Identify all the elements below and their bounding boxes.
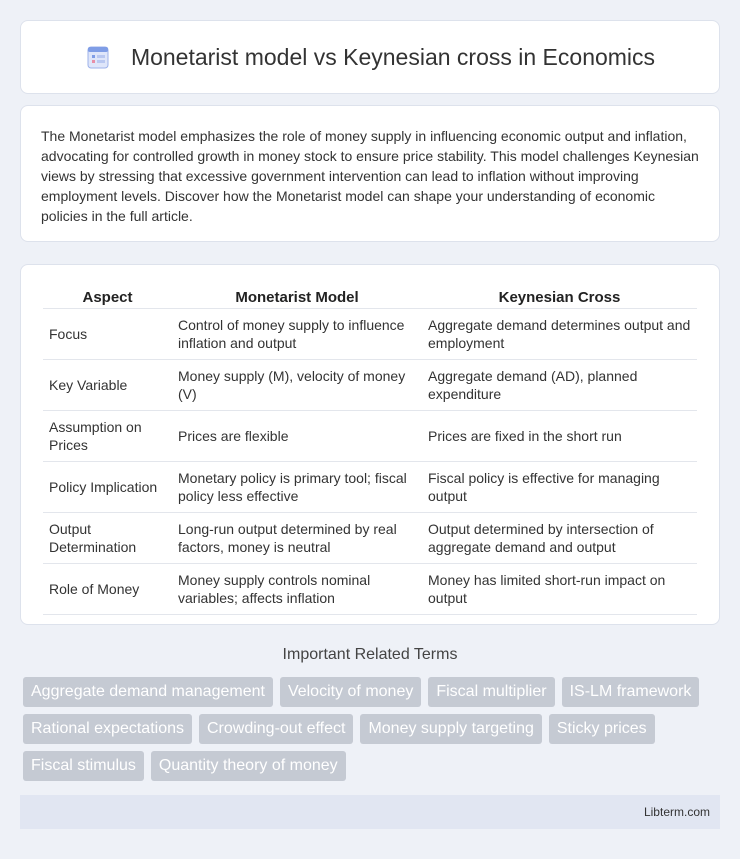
table-row	[43, 462, 697, 513]
cell-monetarist: Money supply controls nominal variables; affects inflation	[172, 564, 422, 615]
header-aspect: Aspect	[43, 285, 172, 309]
table-row	[43, 411, 697, 462]
table-row	[43, 360, 697, 411]
cell-keynesian: Prices are fixed in the short run	[422, 411, 697, 462]
table-header-row	[43, 285, 697, 309]
table-row	[43, 564, 697, 615]
intro-card	[20, 105, 720, 242]
related-terms-list	[23, 677, 723, 781]
cell-aspect: Policy Implication	[43, 462, 172, 513]
related-term-tag[interactable]: IS-LM framework	[562, 677, 700, 707]
cell-monetarist: Monetary policy is primary tool; fiscal policy less effective	[172, 462, 422, 513]
related-term-tag[interactable]: Fiscal stimulus	[23, 751, 144, 781]
comparison-card	[20, 264, 720, 625]
cell-aspect: Key Variable	[43, 360, 172, 411]
related-term-tag[interactable]: Money supply targeting	[360, 714, 541, 744]
cell-monetarist: Prices are flexible	[172, 411, 422, 462]
footer-site-link[interactable]: Libterm.com	[643, 805, 710, 819]
table-row	[43, 309, 697, 360]
related-term-tag[interactable]: Crowding-out effect	[199, 714, 353, 744]
cell-aspect: Focus	[43, 309, 172, 360]
cell-monetarist: Control of money supply to influence inflation and output	[172, 309, 422, 360]
title-card	[20, 20, 720, 94]
header-keynesian: Keynesian Cross	[422, 285, 697, 309]
cell-keynesian: Fiscal policy is effective for managing output	[422, 462, 697, 513]
document-list-icon	[85, 44, 111, 70]
header-monetarist: Monetarist Model	[172, 285, 422, 309]
cell-keynesian: Money has limited short-run impact on output	[422, 564, 697, 615]
page-title: Monetarist model vs Keynesian cross in Economics	[130, 43, 656, 70]
cell-monetarist: Money supply (M), velocity of money (V)	[172, 360, 422, 411]
intro-text: The Monetarist model emphasizes the role of money supply in influencing economic output and inflation, advocating for controlled growth in money stock to ensure price stability. This model challenges Keynesian views by stressing that excessive government intervention can lead to inflation without improving employment levels. Discover how the Monetarist model can shape your understanding of economic policies in the full article.	[41, 128, 699, 224]
related-term-tag[interactable]: Quantity theory of money	[151, 751, 346, 781]
related-term-tag[interactable]: Sticky prices	[549, 714, 655, 744]
table-row	[43, 513, 697, 564]
cell-monetarist: Long-run output determined by real factors, money is neutral	[172, 513, 422, 564]
related-term-tag[interactable]: Fiscal multiplier	[428, 677, 554, 707]
cell-keynesian: Output determined by intersection of aggregate demand and output	[422, 513, 697, 564]
related-term-tag[interactable]: Velocity of money	[280, 677, 421, 707]
cell-aspect: Assumption on Prices	[43, 411, 172, 462]
comparison-table	[43, 285, 697, 615]
related-term-tag[interactable]: Aggregate demand management	[23, 677, 273, 707]
cell-aspect: Role of Money	[43, 564, 172, 615]
cell-aspect: Output Determination	[43, 513, 172, 564]
related-term-tag[interactable]: Rational expectations	[23, 714, 192, 744]
cell-keynesian: Aggregate demand determines output and employment	[422, 309, 697, 360]
related-terms-title: Important Related Terms	[282, 646, 458, 663]
cell-keynesian: Aggregate demand (AD), planned expenditure	[422, 360, 697, 411]
footer	[20, 795, 720, 829]
